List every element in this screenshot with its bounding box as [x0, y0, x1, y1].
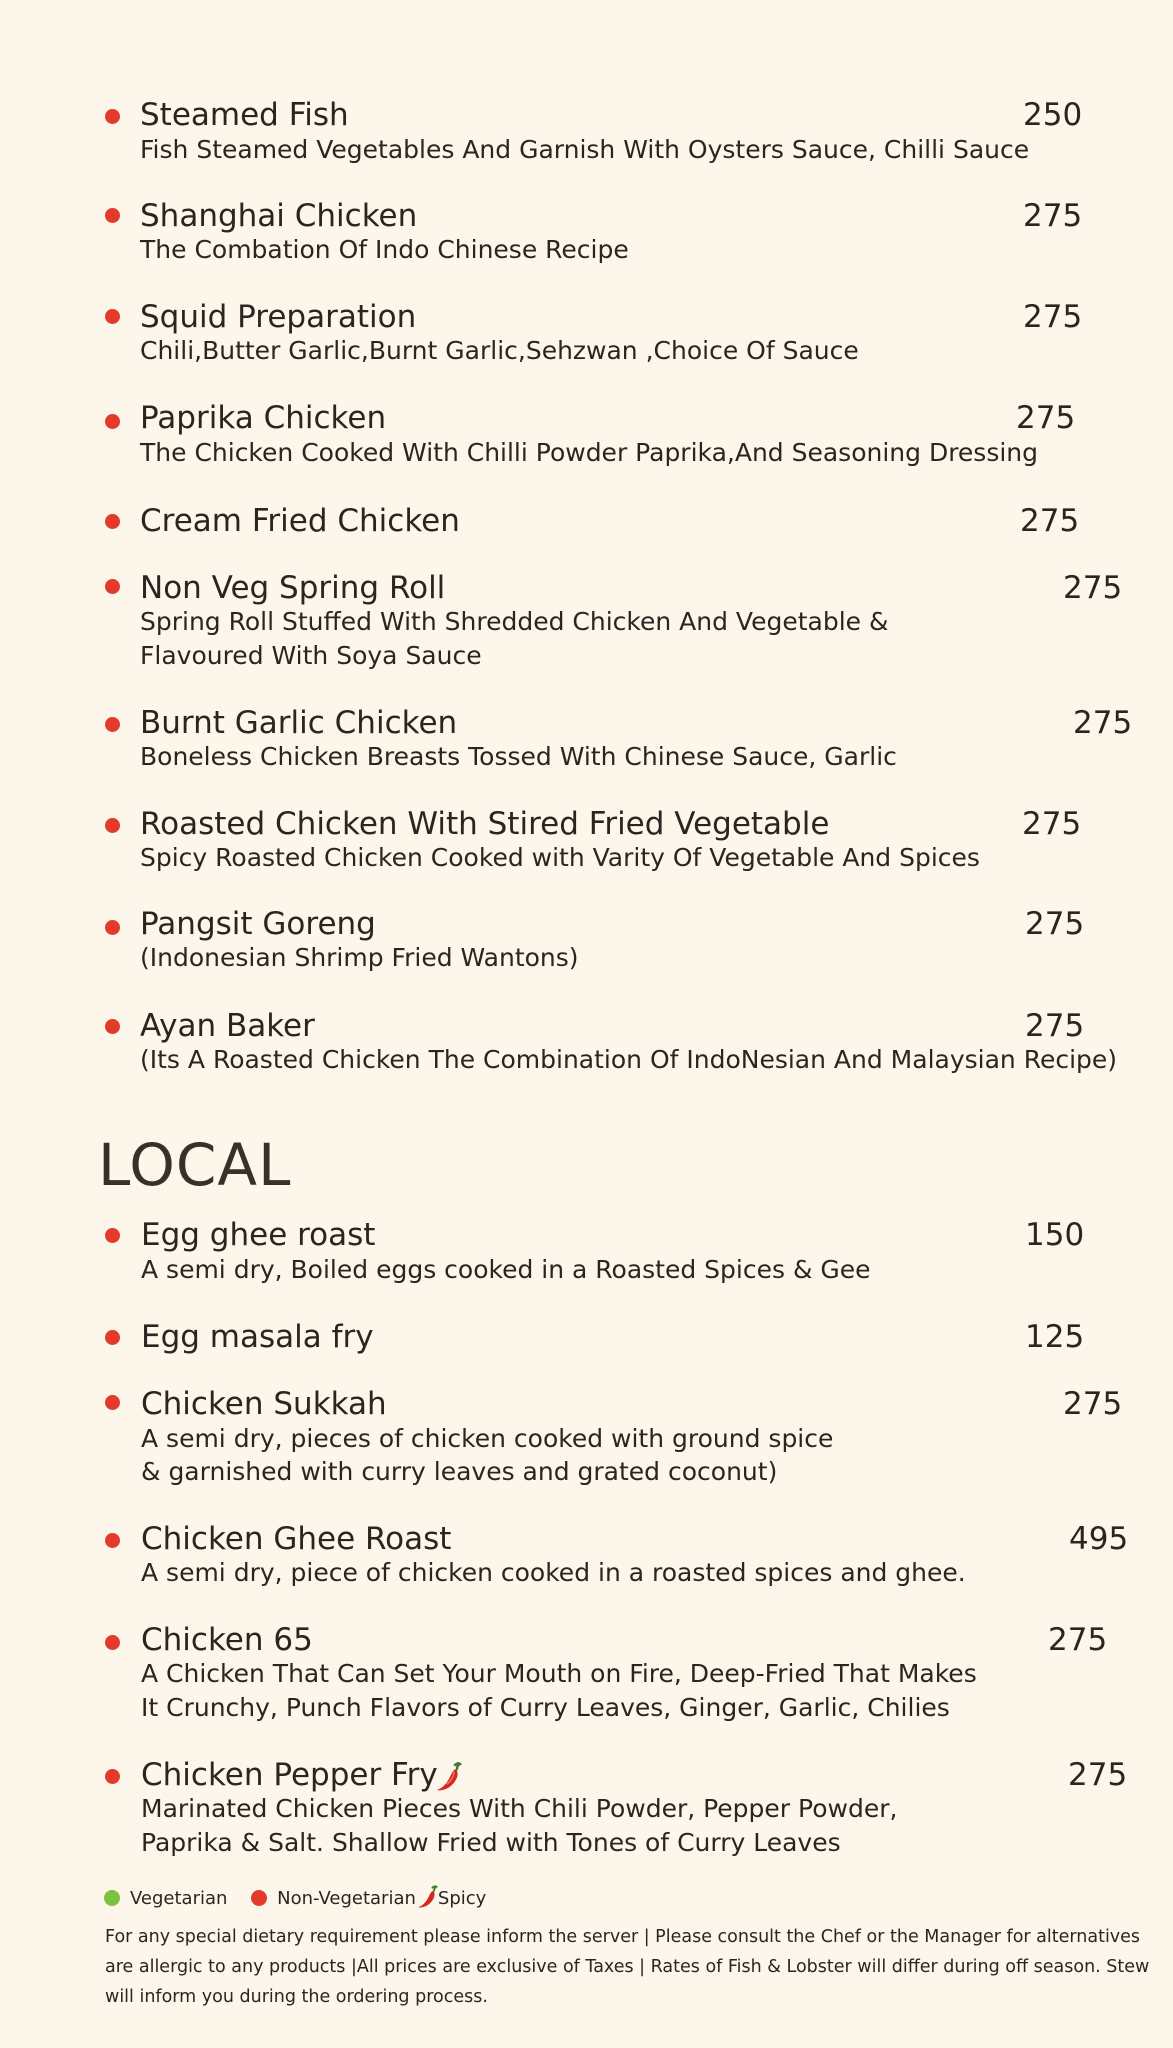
- green-dot-icon: [104, 1890, 120, 1906]
- item-description: (Its A Roasted Chicken The Combination Of IndoNesian And Malaysian Recipe): [140, 1045, 1118, 1074]
- legend-vegetarian-label: Vegetarian: [130, 1888, 228, 1909]
- item-price: 275: [1025, 906, 1085, 942]
- non-veg-dot-icon: [105, 1019, 120, 1034]
- legend-non-vegetarian-label: Non-Vegetarian: [277, 1888, 416, 1909]
- non-veg-dot-icon: [105, 1769, 120, 1784]
- item-description: A semi dry, piece of chicken cooked in a roasted spices and ghee.: [141, 1558, 966, 1587]
- item-price: 125: [1025, 1319, 1085, 1355]
- item-price: 275: [1020, 503, 1080, 539]
- item-price: 275: [1063, 570, 1123, 606]
- item-description: The Combation Of Indo Chinese Recipe: [140, 235, 629, 264]
- footer-note-line: will inform you during the ordering process.: [105, 1987, 488, 2007]
- item-description: A Chicken That Can Set Your Mouth on Fire, Deep-Fried That Makes: [141, 1659, 977, 1688]
- item-name: Chicken 65: [141, 1622, 313, 1658]
- chili-icon: [434, 1761, 462, 1793]
- non-veg-dot-icon: [105, 1635, 120, 1650]
- non-veg-dot-icon: [105, 717, 120, 732]
- item-description: A semi dry, pieces of chicken cooked with ground spice: [141, 1424, 834, 1453]
- non-veg-dot-icon: [105, 1228, 120, 1243]
- item-name: Egg ghee roast: [141, 1217, 376, 1253]
- non-veg-dot-icon: [105, 309, 120, 324]
- non-veg-dot-icon: [105, 1533, 120, 1548]
- item-name: Ayan Baker: [140, 1008, 315, 1044]
- section-title-local: LOCAL: [98, 1131, 292, 1199]
- item-price: 275: [1068, 1757, 1128, 1793]
- non-veg-dot-icon: [105, 514, 120, 529]
- item-description: Marinated Chicken Pieces With Chili Powder, Pepper Powder,: [141, 1794, 898, 1823]
- item-price: 275: [1073, 705, 1133, 741]
- legend-vegetarian: [104, 1884, 227, 1914]
- item-name: Chicken Ghee Roast: [141, 1521, 452, 1557]
- item-description: Fish Steamed Vegetables And Garnish With Oysters Sauce, Chilli Sauce: [140, 135, 1030, 164]
- chili-icon: [416, 1884, 438, 1910]
- item-name: Roasted Chicken With Stired Fried Vegetable: [140, 806, 830, 842]
- item-description: Flavoured With Soya Sauce: [140, 641, 482, 670]
- item-price: 495: [1069, 1521, 1129, 1557]
- item-description: & garnished with curry leaves and grated coconut): [141, 1457, 778, 1486]
- item-price: 275: [1022, 806, 1082, 842]
- item-description: Chili,Butter Garlic,Burnt Garlic,Sehzwan ,Choice Of Sauce: [140, 336, 859, 365]
- non-veg-dot-icon: [105, 1330, 120, 1345]
- non-veg-dot-icon: [105, 920, 120, 935]
- legend-spicy-label: Spicy: [437, 1888, 487, 1909]
- non-veg-dot-icon: [105, 818, 120, 833]
- item-description: It Crunchy, Punch Flavors of Curry Leaves, Ginger, Garlic, Chilies: [141, 1693, 950, 1722]
- item-description: Paprika & Salt. Shallow Fried with Tones of Curry Leaves: [141, 1828, 841, 1857]
- item-name-text: Chicken Pepper Fry: [141, 1757, 438, 1793]
- item-name: Steamed Fish: [140, 97, 349, 133]
- red-dot-icon: [251, 1890, 267, 1906]
- non-veg-dot-icon: [105, 109, 120, 124]
- item-name: Shanghai Chicken: [140, 198, 418, 234]
- item-price: 275: [1023, 198, 1083, 234]
- item-description: Spicy Roasted Chicken Cooked with Varity Of Vegetable And Spices: [140, 843, 980, 872]
- item-name: Squid Preparation: [140, 299, 417, 335]
- item-name: Chicken Sukkah: [141, 1386, 387, 1422]
- item-price: 250: [1023, 97, 1083, 133]
- item-name: [141, 1757, 462, 1793]
- item-description: Spring Roll Stuffed With Shredded Chicken And Vegetable &: [140, 607, 889, 636]
- item-name: Pangsit Goreng: [140, 906, 376, 942]
- item-price: 275: [1016, 400, 1076, 436]
- non-veg-dot-icon: [105, 414, 120, 429]
- item-name: Non Veg Spring Roll: [140, 570, 446, 606]
- item-price: 275: [1063, 1386, 1123, 1422]
- item-price: 275: [1023, 299, 1083, 335]
- item-description: (Indonesian Shrimp Fried Wantons): [140, 943, 579, 972]
- item-name: Paprika Chicken: [140, 400, 387, 436]
- footer-note: [105, 1922, 1173, 2012]
- item-name: Burnt Garlic Chicken: [140, 705, 458, 741]
- legend-non-vegetarian: [251, 1884, 416, 1914]
- item-name: Egg masala fry: [141, 1319, 374, 1355]
- footer-note-line: For any special dietary requirement please inform the server | Please consult the Chef or the Manager for alternatives: [105, 1927, 1141, 1947]
- item-name: Cream Fried Chicken: [140, 503, 460, 539]
- item-description: The Chicken Cooked With Chilli Powder Paprika,And Seasoning Dressing: [140, 438, 1039, 467]
- non-veg-dot-icon: [105, 208, 120, 223]
- non-veg-dot-icon: [105, 579, 120, 594]
- item-price: 150: [1025, 1217, 1085, 1253]
- non-veg-dot-icon: [105, 1395, 120, 1410]
- footer-note-line: are allergic to any products |All prices are exclusive of Taxes | Rates of Fish & Lobster will differ during off season. Stew: [105, 1957, 1150, 1977]
- item-description: A semi dry, Boiled eggs cooked in a Roasted Spices & Gee: [141, 1255, 871, 1284]
- item-description: Boneless Chicken Breasts Tossed With Chinese Sauce, Garlic: [140, 742, 897, 771]
- diet-legend: [104, 1884, 486, 1914]
- item-price: 275: [1048, 1622, 1108, 1658]
- item-price: 275: [1025, 1008, 1085, 1044]
